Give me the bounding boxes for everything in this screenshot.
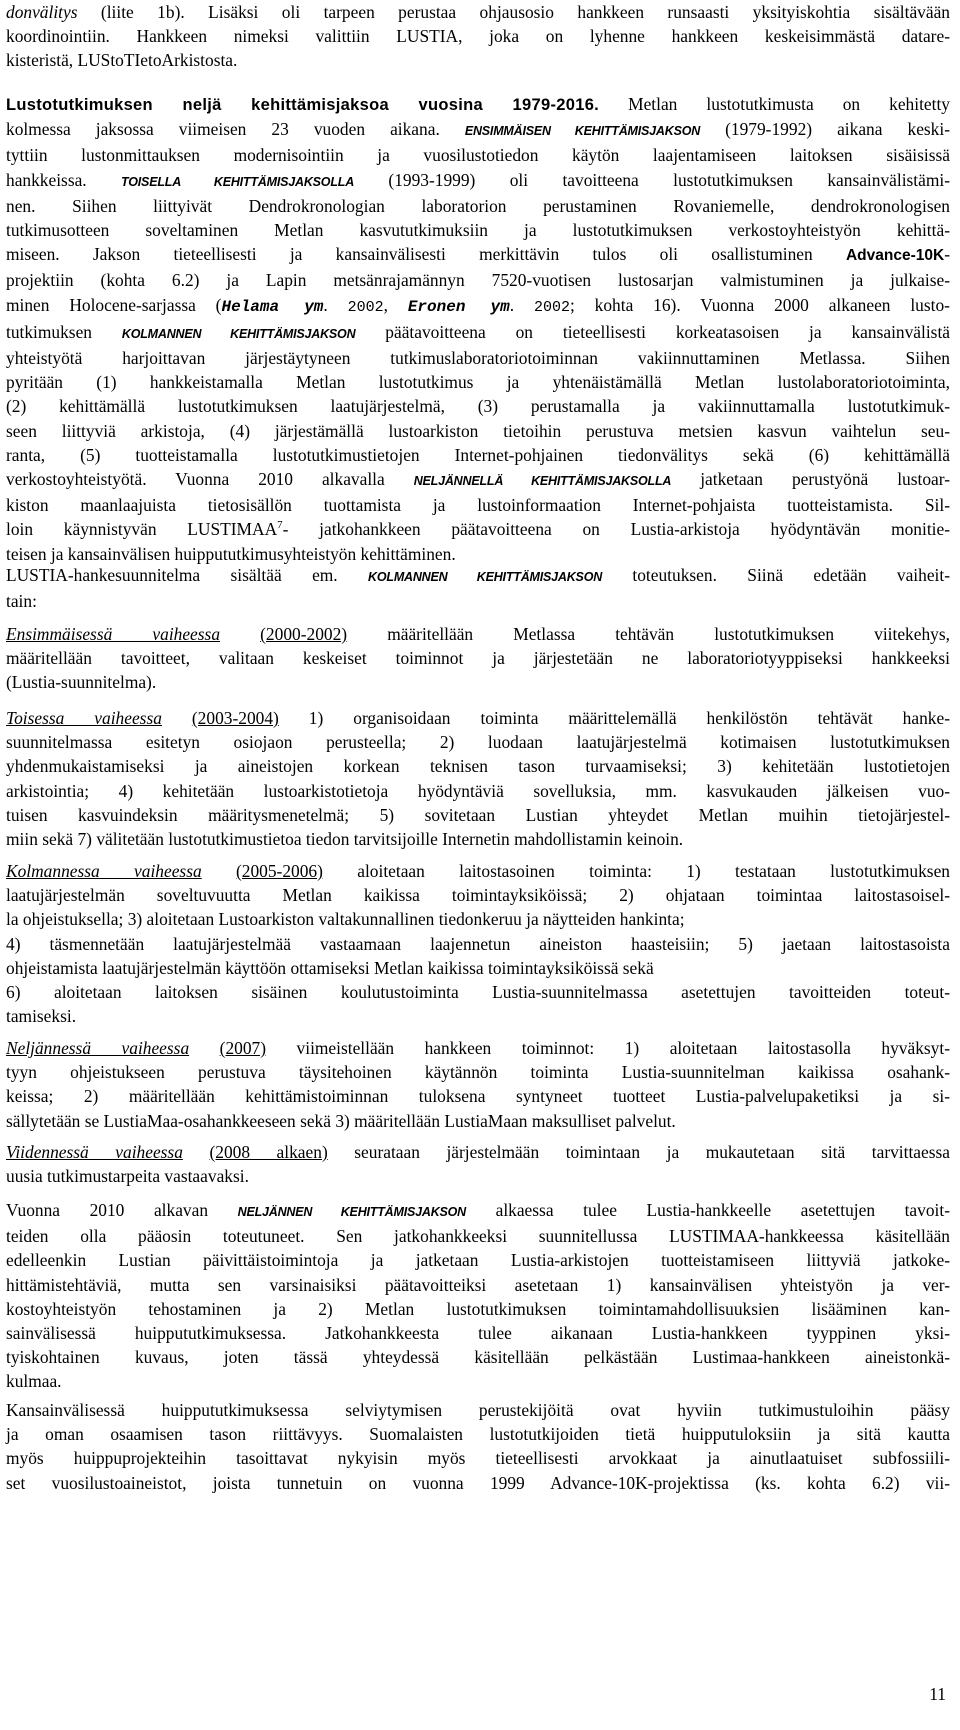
text-run: Helama ym xyxy=(221,297,324,316)
text-run: tyiskohtainen kuvaus, joten tässä yhteydessä käsitellään pelkästään Lustimaa-hankkeen aineistonkä- xyxy=(6,1347,950,1368)
text-run: 1) organisoidaan toiminta määrittelemällä henkilöstön tehtävät hanke- xyxy=(278,708,950,728)
paragraph xyxy=(6,1140,950,1188)
text-line xyxy=(6,1164,950,1188)
text-line xyxy=(6,117,950,143)
text-run: NELJÄNNELLÄ KEHITTÄMISJAKSOLLA xyxy=(413,474,672,489)
text-line xyxy=(6,1140,950,1164)
text-run: miin sekä 7) välitetään lustotutkimustietoa tiedon tarvitsijoille Internetin mahdollistamin keinoin. xyxy=(6,829,684,850)
text-run: hittämistehtäviä, mutta sen varsinaisiksi päätavoitteiksi asetetaan 1) kansainvälisen yhteistyön ja ver- xyxy=(6,1274,950,1295)
text-run: seen liittyviä arkistoja, (4) järjestämällä lustoarkiston tietoihin perustuva metsien kasvun vaihtelun seu- xyxy=(6,420,950,441)
text-run: ENSIMMÄISEN KEHITTÄMISJAKSON xyxy=(464,124,701,139)
text-run: määritellään Metlassa tehtävän lustotutkimuksen viitekehys, xyxy=(347,624,950,644)
text-run: tain: xyxy=(6,591,37,612)
text-run: 6) aloitetaan laitoksen sisäinen koulutustoiminta Lustia-suunnitelmassa asetettujen tavoitteiden toteut- xyxy=(6,982,950,1003)
text-run: toteutuksen. Siinä edetään vaiheit- xyxy=(602,565,950,585)
text-run: Metlan lustotutkimusta on kehitetty xyxy=(599,94,950,114)
paragraph xyxy=(6,859,950,1028)
text-run: ranta, (5) tuotteistamalla lustotutkimustietojen Internet-pohjainen tiedonvälitys sekä (6) kehittämällä xyxy=(6,444,950,465)
text-run: (2005-2006) xyxy=(235,861,323,881)
text-run: LUSTIA xyxy=(6,565,68,585)
text-run: alkaessa tulee Lustia-hankkeelle asetettujen tavoit- xyxy=(466,1200,950,1220)
text-line xyxy=(6,143,950,167)
text-run xyxy=(162,708,192,728)
text-line xyxy=(6,242,950,268)
text-run: tuisen kasvuindeksin määritysmenetelmä; 5) sovitetaan Lustian yhteydet Metlan muihin tietojärjestel- xyxy=(6,804,950,825)
text-run xyxy=(202,861,236,881)
text-run: 2002 xyxy=(347,298,384,316)
text-run: Vuonna 2010 alkavan xyxy=(6,1200,238,1220)
text-line xyxy=(6,293,950,320)
text-run: tyyn ohjeistukseen perustuva täysitehoinen käytännön toiminta Lustia-suunnitelman kaikissa osahank- xyxy=(6,1062,950,1083)
text-line xyxy=(6,320,950,346)
text-run: la ohjeistuksella; 3) aloitetaan Lustoarkiston valtakunnallinen tiedonkeruu ja näytteiden hankinta; xyxy=(6,909,685,930)
text-run: teiden olla pääosin toteutuneet. Sen jatkohankkeeksi suunnitellussa xyxy=(6,1226,670,1247)
text-line xyxy=(6,1273,950,1297)
text-run: koordinointiin. Hankkeen nimeksi valittiin xyxy=(6,26,397,47)
paragraph xyxy=(6,0,950,73)
text-run: tutkimuksen xyxy=(6,321,122,342)
text-run: jatketaan perustyönä lustoar- xyxy=(671,469,950,490)
text-line xyxy=(6,1345,950,1369)
text-run: viimeistellään hankkeen toiminnot: 1) aloitetaan laitostasolla hyväksyt- xyxy=(266,1038,950,1058)
text-run: tutkimusotteen soveltaminen Metlan kasvututkimuksiin ja lustotutkimuksen verkostoyhteistyön kehittä- xyxy=(6,220,950,241)
text-run: . xyxy=(509,294,534,315)
text-line xyxy=(6,92,950,117)
text-line xyxy=(6,803,950,827)
text-line xyxy=(6,24,950,48)
text-line xyxy=(6,646,950,670)
text-line xyxy=(6,1198,950,1224)
text-line xyxy=(6,517,950,541)
text-run: Kolmannessa vaiheessa xyxy=(6,861,202,881)
text-line xyxy=(6,1422,950,1446)
text-run: sällytetään se LustiaMaa-osahankkeeseen sekä 3) määritellään LustiaMaan maksulliset palvelut. xyxy=(6,1110,676,1131)
text-line xyxy=(6,168,950,194)
text-run: Ensimmäisessä vaiheessa xyxy=(6,624,221,644)
text-run: hankkeissa. xyxy=(6,169,122,190)
text-line xyxy=(6,493,950,517)
text-line xyxy=(6,1109,950,1133)
paragraph xyxy=(6,563,950,613)
text-line xyxy=(6,1369,950,1393)
text-run: LUSTIMAA xyxy=(669,1226,759,1247)
text-run: miseen. Jakson tieteellisesti ja kansainvälisesti merkittävin tulos oli osallistuminen xyxy=(6,244,846,265)
text-run: Lustotutkimuksen neljä kehittämisjaksoa vuosina 1979-2016. xyxy=(6,96,600,114)
text-line xyxy=(6,907,950,931)
text-run: uusia tutkimustarpeita vastaavaksi. xyxy=(6,1166,249,1187)
text-run: keissa; 2) määritellään kehittämistoiminnan tuloksena syntyneet tuotteet Lustia-palvelupaketiksi ja si- xyxy=(6,1086,950,1107)
text-line xyxy=(6,980,950,1004)
text-line xyxy=(6,1446,950,1470)
text-run: verkostoyhteistyötä. Vuonna 2010 alkavalla xyxy=(6,469,414,490)
text-line xyxy=(6,827,950,851)
text-run: laatujärjestelmän soveltuvuutta Metlan kaikissa toimintayksiköissä; 2) ohjataan toimintaa laitostasoisel- xyxy=(6,885,950,906)
text-run: , joka on lyhenne hankkeen keskeisimmästä datare- xyxy=(458,26,950,47)
text-line xyxy=(6,218,950,242)
text-line xyxy=(6,370,950,394)
text-line xyxy=(6,1060,950,1084)
text-run: Advance-10K xyxy=(845,247,945,265)
text-run: (1979-1992) aikana keski- xyxy=(700,119,950,140)
text-run: määritellään tavoitteet, valitaan keskeiset toiminnot ja järjestetään ne laboratoriotyyppiseksi hankkeeksi xyxy=(6,648,950,669)
text-run: Eronen ym xyxy=(407,297,510,316)
text-run: (2000-2002) xyxy=(260,624,348,644)
text-run: kisteristä, LUStoTIetoArkistosta. xyxy=(6,50,238,71)
text-run: myös huippuprojekteihin tasoittavat nykyisin myös tieteellisesti arvokkaat ja ainutlaatuiset subfossiili- xyxy=(6,1448,950,1469)
paragraph xyxy=(6,622,950,695)
text-line xyxy=(6,48,950,72)
text-run: donvälitys xyxy=(6,2,78,22)
text-line xyxy=(6,1471,950,1495)
text-line xyxy=(6,1004,950,1028)
text-run: 4) täsmennetään laatujärjestelmää vastaamaan laajennetun aineiston haasteisiin; 5) jaetaan laitostasoista xyxy=(6,933,950,954)
text-run xyxy=(220,624,260,644)
text-run: Kansainvälisessä huippututkimuksessa selviytymisen perustekijöitä ovat hyviin tutkimustuloihin pääsy xyxy=(6,1400,950,1420)
text-run: , xyxy=(383,294,408,315)
text-run: (Lustia-suunnitelma). xyxy=(6,672,157,693)
text-run: pyritään (1) hankkeistamalla Metlan lustotutkimus ja yhtenäistämällä Metlan lustolaboratoriotoiminta, xyxy=(6,372,950,393)
text-run: kiston maanlaajuista tietosisällön tuottamista ja lustoinformaation Internet-pohjaista tuotteistamista. Sil- xyxy=(6,495,950,516)
text-run: 2002 xyxy=(533,298,570,316)
text-run: (2003-2004) xyxy=(191,708,279,728)
text-line xyxy=(6,622,950,646)
paragraph xyxy=(6,92,950,566)
text-run: päätavoitteena on tieteellisesti korkeatasoisen ja kansainvälistä xyxy=(355,321,950,342)
text-run: suunnitelmassa esitetyn osiojaon perusteella; 2) luodaan laatujärjestelmä kotimaisen lustotutkimuksen xyxy=(6,732,950,753)
text-run: yhdenmukaistamiseksi ja aineistojen korkean teknisen tason turvaamiseksi; 3) kehitetään lustotietojen xyxy=(6,756,950,777)
text-line xyxy=(6,467,950,493)
text-run: LUSTIA xyxy=(396,26,459,47)
text-run: 7 xyxy=(277,519,283,532)
text-run: TOISELLA KEHITTÄMISJAKSOLLA xyxy=(121,174,355,189)
text-run: Neljännessä vaiheessa xyxy=(6,1038,190,1058)
text-run: teisen ja kansainvälisen huippututkimusyhteistyön kehittäminen. xyxy=(6,543,456,564)
text-line xyxy=(6,1398,950,1422)
text-run: kulmaa. xyxy=(6,1371,62,1392)
text-run: sainvälisessä huippututkimuksessa. Jatkohankkeesta tulee aikanaan Lustia-hankkeen tyyppinen yksi- xyxy=(6,1323,950,1344)
text-line xyxy=(6,563,950,589)
text-run: -hankkeessa käsitellään xyxy=(758,1226,950,1247)
text-line xyxy=(6,394,950,418)
text-line xyxy=(6,730,950,754)
text-run xyxy=(189,1038,220,1058)
text-run: ja oman osaamisen tason riittävyys. Suomalaisten lustotutkijoiden tietä huipputuloksiin ja sitä kautta xyxy=(6,1424,950,1445)
text-run: Toisessa vaiheessa xyxy=(6,708,162,728)
text-run: aloitetaan laitostasoinen toiminta: 1) testataan lustotutkimuksen xyxy=(322,861,950,881)
text-line xyxy=(6,268,950,292)
text-line xyxy=(6,1321,950,1345)
text-run: -hankesuunnitelma sisältää em. xyxy=(67,565,369,585)
text-line xyxy=(6,443,950,467)
text-run: (1993-1999) oli tavoitteena lustotutkimuksen kansainvälistämi- xyxy=(354,169,951,190)
text-line xyxy=(6,956,950,980)
text-run: kolmessa jaksossa viimeisen 23 vuoden aikana. xyxy=(6,119,465,140)
text-run: KOLMANNEN KEHITTÄMISJAKSON xyxy=(121,326,356,341)
text-line xyxy=(6,1036,950,1060)
text-run: arkistointia; 4) kehitetään lustoarkistotietoja hyödyntäviä sovelluksia, mm. kasvukauden jälkeisen vuo- xyxy=(6,780,950,801)
text-run: (2007) xyxy=(219,1038,267,1058)
text-run: edelleenkin Lustian päivittäistoimintoja ja jatketaan Lustia-arkistojen tuotteistamiseen liittyviä jatkoke- xyxy=(6,1250,950,1271)
text-run: tamiseksi. xyxy=(6,1006,77,1027)
page-number: 11 xyxy=(929,1684,946,1704)
text-run: LUSTIMAA xyxy=(187,519,278,540)
text-line xyxy=(6,1084,950,1108)
text-run: yhteistyötä harjoittavan järjestäytyneen tutkimuslaboratoriotoiminnan vakiinnuttaminen Metlassa. Siihen xyxy=(6,348,950,369)
text-run: seurataan järjestelmään toimintaan ja mukautetaan sitä tarvittaessa xyxy=(327,1142,950,1162)
text-run: (2) kehittämällä lustotutkimuksen laatujärjestelmä, (3) perustamalla ja vakiinnuttamalla lustotutkimuk- xyxy=(6,396,950,417)
text-line xyxy=(6,883,950,907)
text-run: ohjeistamista laatujärjestelmän käyttöön ottamiseksi Metlan kaikissa toimintayksiköissä sekä xyxy=(6,957,654,978)
text-line xyxy=(6,932,950,956)
paragraph xyxy=(6,706,950,851)
text-run xyxy=(183,1142,210,1162)
paragraph xyxy=(6,1198,950,1394)
text-run: set vuosilustoaineistot, joista tunnetuin on vuonna 1999 Advance-10K-projektissa (ks. kohta 6.2) vii- xyxy=(6,1472,950,1493)
text-run: - jatkohankkeen päätavoitteena on Lustia-arkistoja hyödyntävän monitie- xyxy=(282,519,950,540)
text-line xyxy=(6,779,950,803)
text-line xyxy=(6,670,950,694)
text-run: Viidennessä vaiheessa xyxy=(6,1142,183,1162)
text-run: NELJÄNNEN KEHITTÄMISJAKSON xyxy=(237,1205,467,1219)
text-run: nen. Siihen liittyivät Dendrokronologian laboratorion perustaminen Rovaniemelle, dendrokronologisen xyxy=(6,195,950,216)
text-line xyxy=(6,589,950,613)
text-run: - xyxy=(944,244,950,265)
text-run: . xyxy=(323,294,348,315)
text-line xyxy=(6,346,950,370)
text-run: ; kohta 16). Vuonna 2000 alkaneen lusto- xyxy=(569,294,950,315)
text-run: loin käynnistyvän xyxy=(6,519,188,540)
text-line xyxy=(6,419,950,443)
text-run: projektiin (kohta 6.2) ja Lapin metsänrajamännyn 7520-vuotisen lustosarjan valmistuminen ja julkaise- xyxy=(6,270,950,291)
paragraph xyxy=(6,1398,950,1495)
text-line xyxy=(6,1248,950,1272)
text-run: minen Holocene-sarjassa ( xyxy=(6,294,222,315)
text-run: KOLMANNEN KEHITTÄMISJAKSON xyxy=(368,570,603,584)
text-line xyxy=(6,1224,950,1248)
paragraph xyxy=(6,1036,950,1133)
text-line xyxy=(6,706,950,730)
document-page xyxy=(6,0,950,1730)
text-run: tyttiin lustonmittauksen modernisointiin ja vuosilustotiedon käytön laajentamiseen laitoksen sisäisissä xyxy=(6,145,950,166)
text-run: kostoyhteistyön tehostaminen ja 2) Metlan lustotutkimuksen toimintamahdollisuuksien lisääminen kan- xyxy=(6,1298,950,1319)
text-line xyxy=(6,1297,950,1321)
text-line xyxy=(6,194,950,218)
text-run: (2008 alkaen) xyxy=(209,1142,328,1162)
text-line xyxy=(6,0,950,24)
text-line xyxy=(6,859,950,883)
text-line xyxy=(6,754,950,778)
text-run: (liite 1b). Lisäksi oli tarpeen perustaa ohjausosio hankkeen runsaasti yksityiskohtia sisältävään xyxy=(77,2,950,22)
